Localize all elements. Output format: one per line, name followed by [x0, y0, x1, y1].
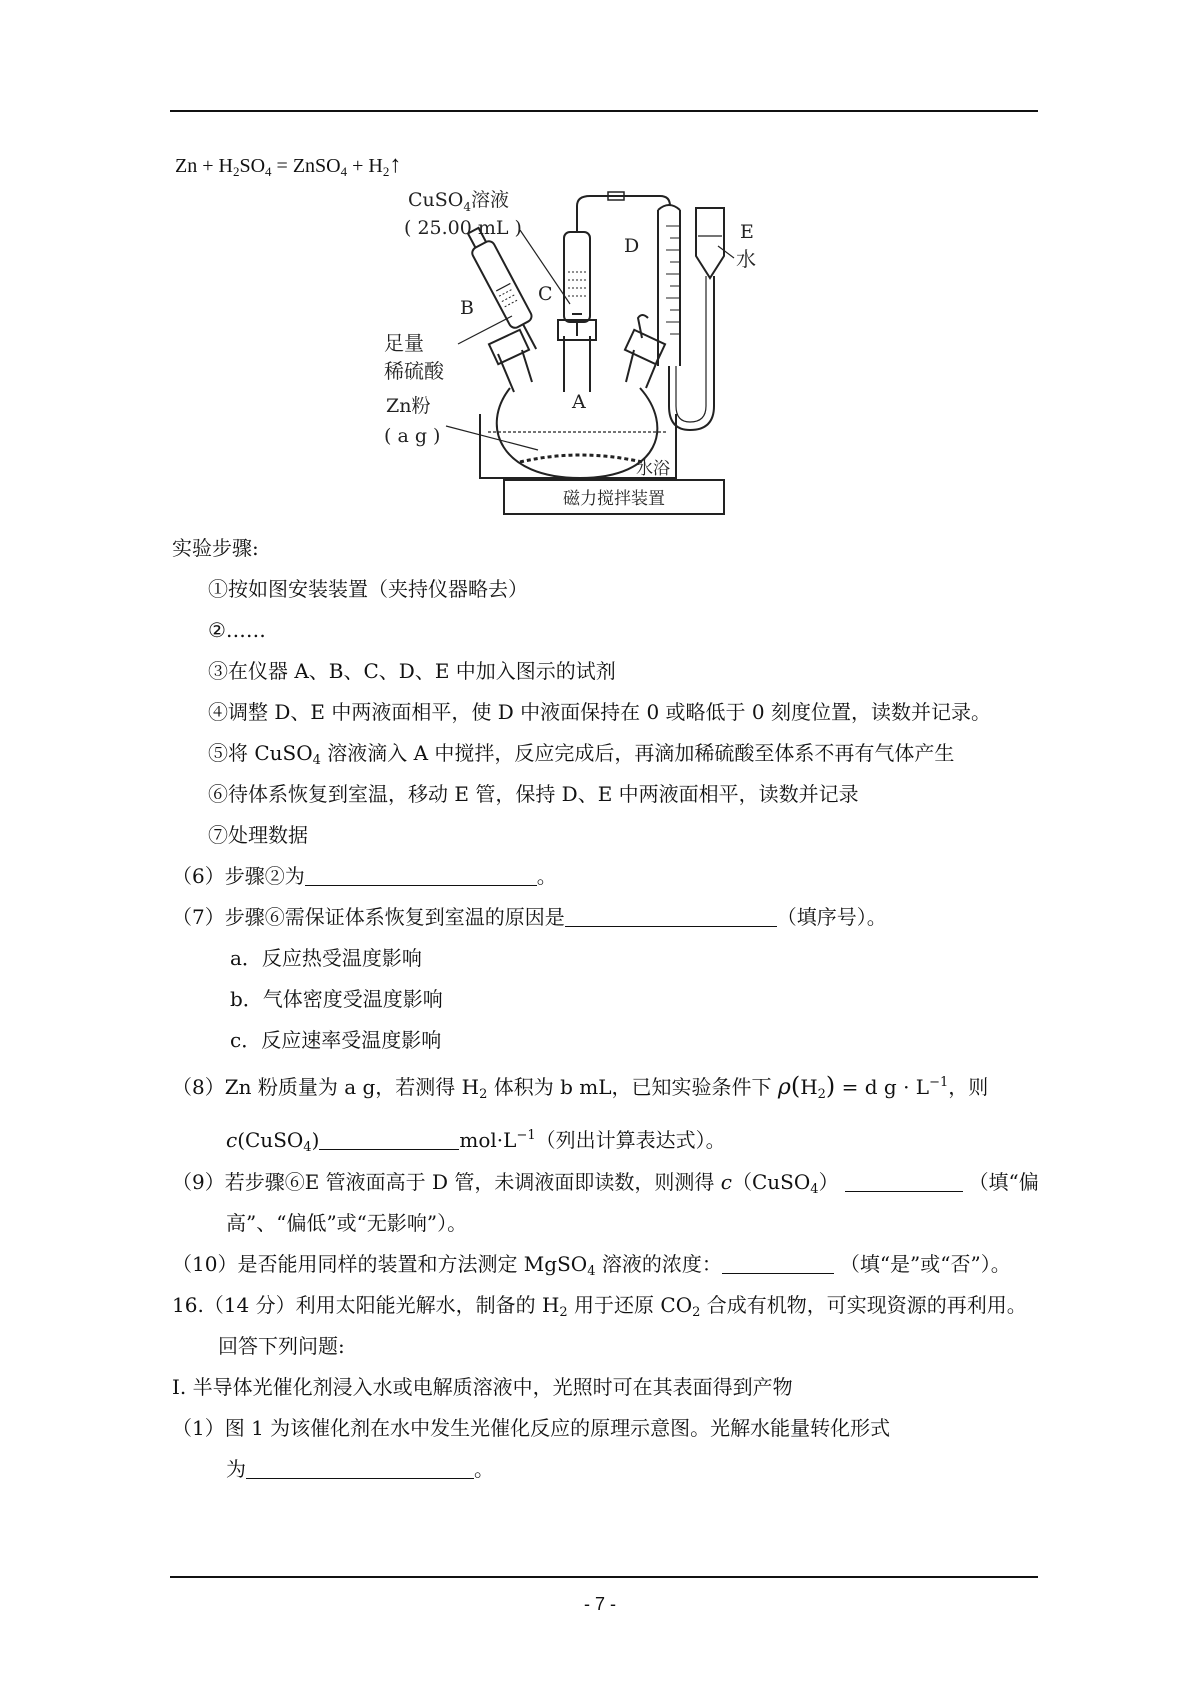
q8-h-sub: 2: [479, 1087, 488, 1102]
q8-unit: mol·L: [459, 1128, 517, 1152]
question-8: （8）Zn 粉质量为 a g，若测得 $H_2$ 体积为 b mL，已知实验条件下 $\rho(H_2) = d$ $g \cdot L^{-1}$，则: [172, 1072, 989, 1102]
funnel-b-label: B: [460, 297, 474, 319]
q6-answer-blank[interactable]: [305, 867, 537, 886]
rho-h: H: [800, 1075, 818, 1099]
steps-heading: 实验步骤:: [172, 536, 259, 560]
step-5-sub: 4: [312, 753, 321, 768]
rho-symbol: ρ: [777, 1075, 791, 1100]
bath-label: 水浴: [636, 459, 670, 479]
q16-h-sub: 2: [559, 1305, 568, 1320]
q10-text-b: 溶液的浓度：: [595, 1252, 722, 1276]
q8-unit-sup: −1: [516, 1128, 536, 1143]
acid-label-2: 稀硫酸: [384, 359, 444, 383]
left-stopper: [489, 330, 529, 364]
step-3: ③在仪器 A、B、C、D、E 中加入图示的试剂: [208, 659, 616, 683]
q6-end: 。: [536, 864, 557, 888]
page-number: - 7 -: [583, 1594, 616, 1614]
q7-option-b: b．气体密度受温度影响: [230, 987, 443, 1011]
apparatus-diagram: [380, 186, 820, 520]
rho-sub: 2: [817, 1087, 826, 1102]
q9-text-c: ）: [818, 1170, 839, 1194]
question-7: [172, 905, 887, 929]
q8-text-d: （列出计算表达式）。: [535, 1128, 726, 1152]
up-arrow-icon: ↑: [389, 152, 402, 178]
footer-rule: [170, 1576, 1038, 1578]
q10-text-a: （10）是否能用同样的装置和方法测定 MgSO: [172, 1252, 588, 1276]
q7-answer-blank[interactable]: [565, 908, 777, 927]
q1-text-b: 为: [226, 1457, 246, 1481]
eq-h2-sub: 2: [382, 164, 390, 179]
cuso4-label: CuSO$_4$溶液: [408, 189, 510, 214]
question-6: [172, 864, 557, 888]
flask-a-label: A: [572, 391, 586, 413]
q8-text-a: （8）Zn 粉质量为 a g，若测得 H: [172, 1075, 480, 1099]
step-6: ⑥待体系恢复到室温，移动 E 管，保持 D、E 中两液面相平，读数并记录: [208, 782, 859, 806]
eq-h2: H: [368, 155, 383, 177]
q16-co-sub: 2: [692, 1305, 701, 1320]
funnel-c-liquid: [568, 272, 586, 296]
zn-powder: [520, 455, 642, 462]
eq-h-sub: 2: [232, 164, 240, 179]
q10-text-c: （填“是”或“否”）。: [839, 1252, 1011, 1276]
q1-text-c: 。: [474, 1457, 494, 1481]
question-1: （1）图 1 为该催化剂在水中发生光催化反应的原理示意图。光解水能量转化形式: [172, 1416, 891, 1440]
q9-c-label: c: [720, 1170, 732, 1194]
funnel-c: [564, 232, 590, 322]
q9-text-d: （填“偏: [968, 1170, 1039, 1194]
eq-znso: ZnSO: [292, 155, 341, 177]
eq-h: H: [218, 155, 233, 177]
burette-d-scale: [666, 226, 680, 334]
q16-text-b: 用于还原 CO: [567, 1293, 693, 1317]
q8-text-c: ，则: [948, 1075, 989, 1099]
q8-cuso4: (CuSO: [237, 1128, 304, 1152]
eq-so-sub: 4: [265, 164, 272, 179]
volume-label: ( 25.00 mL ): [404, 217, 522, 239]
q10-answer-blank[interactable]: [722, 1255, 834, 1274]
question-16: [172, 1293, 1027, 1320]
part-1-heading: Ⅰ. 半导体光催化剂浸入水或电解质溶液中，光照时可在其表面得到产物: [172, 1375, 793, 1399]
question-10: [172, 1252, 1011, 1279]
step-1: ①按如图安装装置（夹持仪器略去）: [208, 577, 528, 601]
connecting-tube: [577, 196, 670, 232]
flask-center-neck: [564, 336, 590, 392]
q7-option-a: a．反应热受温度影响: [230, 946, 422, 970]
zn-label-1: Zn粉: [386, 395, 431, 417]
step-2: ②……: [208, 618, 266, 642]
q8-c-label: c: [226, 1128, 238, 1152]
q7-text: （7）步骤⑥需保证体系恢复到室温的原因是: [172, 905, 565, 929]
water-label: 水: [736, 247, 756, 271]
header-rule: [170, 110, 1038, 112]
eq-zn: Zn: [175, 155, 198, 177]
rho-value: = d g · L: [835, 1075, 930, 1099]
reaction-equation: $Zn + H_2SO_4$ = ZnSO$_4$ + $H_2↑$: [175, 152, 402, 179]
q7-end: （填序号）。: [776, 905, 887, 929]
q16-text-a: 16.（14 分）利用太阳能光解水，制备的 H: [172, 1293, 560, 1317]
q8-text-b: 体积为 b mL，已知实验条件下: [487, 1075, 778, 1099]
q8-cuso4-sub: 4: [303, 1140, 312, 1155]
question-8-line-2: [226, 1128, 726, 1155]
q9-text-b: （CuSO: [732, 1170, 811, 1194]
step-5-a: ⑤将 CuSO: [208, 741, 313, 765]
question-1-line-2: [226, 1457, 494, 1481]
q9-text-a: （9）若步骤⑥E 管液面高于 D 管，未调液面即读数，则测得: [172, 1170, 721, 1194]
q10-sub: 4: [587, 1264, 596, 1279]
zn-pointer: [446, 426, 538, 450]
funnel-c-label: C: [538, 283, 553, 305]
q9-answer-blank[interactable]: [845, 1173, 963, 1192]
burette-d-label: D: [624, 235, 640, 257]
rho-sup: −1: [929, 1075, 949, 1090]
stirrer-label: 磁力搅拌装置: [563, 489, 665, 509]
vessel-e-label: E: [740, 221, 754, 243]
flask-right-neck: [626, 350, 660, 388]
q7-option-c: c．反应速率受温度影响: [230, 1028, 442, 1052]
question-16-line-2: 回答下列问题:: [218, 1334, 345, 1358]
vessel-e: [696, 208, 724, 278]
q8-cuso4-close: ): [311, 1128, 320, 1152]
question-9: [172, 1170, 1039, 1197]
step-4: ④调整 D、E 中两液面相平，使 D 中液面保持在 0 或略低于 0 刻度位置，读数并记录。: [208, 700, 991, 724]
step-5: [208, 741, 955, 768]
acid-pointer: [458, 316, 512, 344]
q9-sub: 4: [810, 1182, 819, 1197]
water-pointer: [718, 246, 734, 258]
q1-answer-blank[interactable]: [246, 1460, 474, 1479]
eq-so: SO: [239, 155, 266, 177]
acid-label-1: 足量: [384, 331, 424, 355]
step-7: ⑦处理数据: [208, 823, 308, 847]
q6-text: （6）步骤②为: [172, 864, 305, 888]
step-5-b: 溶液滴入 A 中搅拌，反应完成后，再滴加稀硫酸至体系不再有气体产生: [320, 741, 955, 765]
zn-label-2: ( a g ): [384, 425, 441, 447]
q8-answer-blank[interactable]: [319, 1131, 459, 1150]
funnel-c-stem: [572, 314, 582, 336]
eq-znso-sub: 4: [340, 164, 348, 179]
q16-text-c: 合成有机物，可实现资源的再利用。: [700, 1293, 1027, 1317]
question-9-line-2: 高”、“偏低”或“无影响”）。: [226, 1211, 468, 1235]
